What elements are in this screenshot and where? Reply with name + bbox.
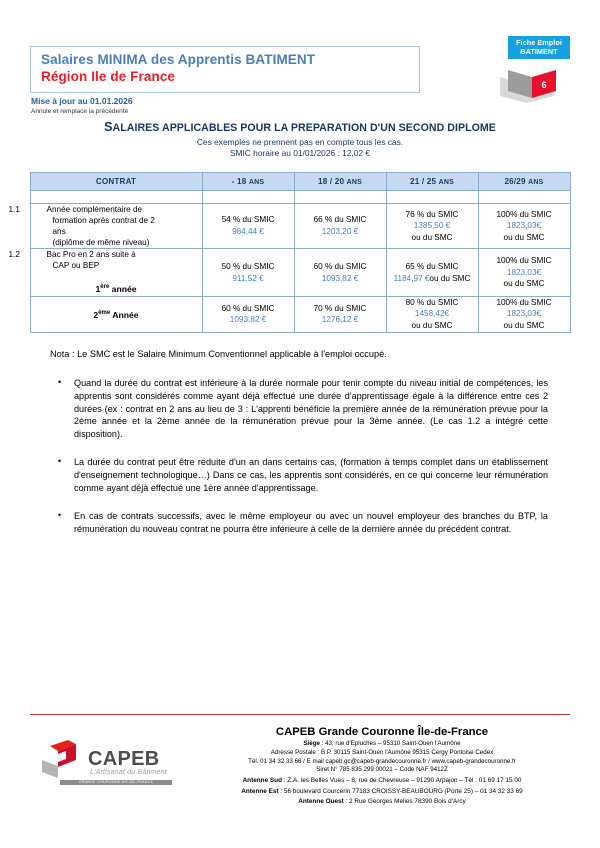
cell-1-1-18-20 [294,204,386,249]
cell-amount: 1203,20 € [321,227,359,237]
footer-divider [30,714,570,715]
cell-smc-note: ou du SMC [429,273,471,283]
cell-1-1-26-29 [478,204,570,249]
postal-address-line: Adresse Postale : B.P. 30115 Saint-Ouen l'Aumône 95315 Cergy Pontoise Cedex [270,748,494,756]
cell-percent: 60 % du SMIC [221,303,275,313]
row-label-1-1 [8,204,202,249]
column-header-21-25 [386,173,478,191]
column-header-18-20 [294,173,386,191]
nota-text: Nota : Le SMC est le Salaire Minimum Conventionnel applicable à l'emploi occupé. [50,348,387,359]
fiche-emploi-badge [494,36,572,104]
cell-amount: 1184,97 € [393,273,430,283]
antenne-est-value: : 56 boulevard Courcerin 77183 CROISSY-BEAUBOURG (Porte 25) – 01 34 32 33 69 [278,787,523,795]
cell-smc-note: ou du SMC [411,321,453,331]
badge-tag-line2: BATIMENT [520,47,558,56]
siret-line: Siret N° 785 835 299 00021 – Code NAF 9412Z [316,766,448,774]
header-unit: ANS [346,179,362,186]
cell-percent: 100% du SMIC [496,297,552,307]
antenne-ouest-label: Antenne Ouest [298,798,344,806]
row-label-text: Bac Pro en 2 ans suite à [46,250,136,260]
row-label-text: (diplôme de même niveau) [52,238,150,248]
list-item: • La durée du contrat peut être réduite d'un an dans certains cas, (formation à temps complet dans un établissement d'enseignement technologique…) Dans ce cas, les apprentis sont considérés, en ce qui concerne leur rémunération comme ayant déjà effectué une 1ère année d'apprentissage. [74,456,548,495]
header-label: CONTRAT [95,177,137,186]
list-item: • En cas de contrats successifs, avec le même employeur ou avec un nouvel employeur des branches du BTP, la rémunération du nouveau contrat ne pourra être inférieure à celle de la dernière année du précédent contrat. [74,510,548,536]
cell-amount: 1823,03€ [506,221,542,231]
header-label: 18 / 20 [318,177,347,186]
cell-1-2b-under18 [202,296,294,332]
header-unit: ANS [438,179,454,186]
cell-smc-note: ou du SMC [411,232,453,242]
contact-line: Tél. 01 34 32 33 66 / E mail capeb.gc@capeb-grandecouronne.fr / www.capeb-grandecouronne.fr [248,757,516,765]
antenne-ouest-line [180,797,584,807]
document-title-region: Région Ile de France [41,68,176,84]
update-note: Annule et remplace la précédente [31,108,129,115]
antenne-est-label: Antenne Est [241,787,279,795]
cell-smc-note: ou du SMC [503,279,545,289]
column-header-26-29 [478,173,570,191]
antenne-sud-value: : Z.A. les Belles Vues – 8, rue de Chevreuse – 91290 Arpajon – Tél : 01 69 17 15 00 [281,777,522,785]
footer-contact-block [180,726,584,807]
header-unit: ANS [528,179,544,186]
section-title-text: ALAIRES APPLICABLES POUR LA PREPARATION D'UN SECOND DIPLOME [112,122,496,134]
cell-percent: 60 % du SMIC [313,261,367,271]
siege-label: Siège [303,740,320,747]
antenne-sud-line [180,776,584,786]
cell-percent: 66 % du SMIC [313,215,367,225]
antenne-ouest-value: : 2 Rue Georges Melies 78390 Bois d'Arcy [343,798,466,806]
cell-1-2b-18-20 [294,296,386,332]
title-box [30,46,420,93]
badge-tag [508,36,570,59]
cell-percent: 100% du SMIC [496,209,552,219]
cell-smc-note: ou du SMC [503,232,545,242]
row-label-line [8,249,202,260]
siege-line [180,740,584,749]
capeb-logo [38,740,178,798]
table-header-row [30,173,570,191]
section-title-initial: S [104,120,113,134]
document-header [0,0,600,115]
badge-tag-line1: Fiche Emploi [516,38,562,47]
antenne-sud-label: Antenne Sud [242,777,282,785]
table-row [30,249,570,297]
section-title [0,120,600,134]
header-label: 21 / 25 [410,177,439,186]
cell-1-2a-under18 [202,249,294,297]
year-ordinal-suffix: ème [98,310,111,317]
capeb-logo-mark [38,740,88,780]
cell-amount: 1276,12 € [321,315,359,325]
antenne-est-line [180,787,584,797]
header-unit: ANS [248,179,265,186]
cell-percent: 54 % du SMIC [221,215,275,225]
year-label-first: 1ère année [95,284,137,295]
row-label-text: CAP ou BEP [52,261,100,271]
capeb-wordmark: CAPEB [88,748,160,770]
table-spacer-row [30,191,570,204]
row-label-1-2-first-year [8,249,202,297]
document-title-primary: Salaires MINIMA des Apprentis BATIMENT [41,52,316,67]
cell-amount: 1823,03€ [506,267,542,277]
header-label: 26/29 [504,177,529,186]
cell-amount: 1823,03€ [506,309,542,319]
siege-value: : 43, rue d'Epluches – 95310 Saint-Ouen l'Aumône [319,740,461,747]
badge-number: 6 [541,80,547,90]
cell-1-1-under18 [202,204,294,249]
open-book-icon [494,62,572,104]
table-row [30,204,570,249]
cell-amount: 1093,82 € [321,273,359,283]
cell-percent: 100% du SMIC [496,256,552,266]
cell-percent: 70 % du SMIC [313,303,367,313]
year-ordinal-suffix: ère [100,284,110,291]
row-number: 1.2 [8,250,20,260]
salary-table [8,172,571,333]
table-row [30,296,570,332]
cell-percent: 76 % du SMIC [405,209,459,219]
row-label-text: ans [52,227,66,237]
capeb-tagline: L'Artisanat du Bâtiment [90,769,167,776]
cell-1-2a-18-20 [294,249,386,297]
cell-amount: 1458,42€ [414,309,450,319]
cell-1-2a-21-25 [386,249,478,297]
capeb-logo-bar [60,780,172,785]
update-date: Mise à jour au 01.01.2026 [31,96,133,106]
section-subtitle: Ces exemples ne prennent pas en compte tous les cas. [196,137,404,147]
capeb-bar-text: GRANDE COURONNE ILE-DE-FRANCE [78,780,154,784]
cell-smc-note: ou du SMC [503,321,545,331]
cell-percent: 80 % du SMIC [405,297,459,307]
notes-list [52,377,548,536]
row-label-1-2-second-year [30,296,202,332]
cell-percent: 50 % du SMIC [221,261,275,271]
cell-percent: 65 % du SMIC [405,261,459,271]
cell-1-2b-26-29 [478,296,570,332]
list-item: • Quand la durée du contrat est inférieure à la durée normale pour tenir compte du niveau initial de compétences, les apprentis sont considérés comme ayant déjà effectué une durée d'apprentissage égale à la différence entre ces 2 durées (ex : contrat en 2 ans au lieu de 3 : L'apprenti bénéficie la première année de la rémunération prévue pour la 2ème année et la 2ème année de la rémunération prévue pour la 3ème année. (Le cas 1.2 a intégré cette disposition). [74,377,548,442]
cell-1-1-21-25 [386,204,478,249]
cell-amount: 1385,50 € [413,221,451,231]
year-label-second: 2ème Année [93,309,139,320]
row-label-line [8,204,202,215]
cell-1-2b-21-25 [386,296,478,332]
column-header-under18 [202,173,294,191]
cell-amount: 984,44 € [232,227,264,237]
row-number: 1.1 [8,205,20,214]
cell-1-2a-26-29 [478,249,570,297]
organization-name: CAPEB Grande Couronne Île-de-France [275,726,489,738]
cell-amount: 911.52 € [232,273,264,283]
header-label: - 18 [231,177,249,186]
smic-hourly-rate: SMIC horaire au 01/01/2026 : 12,02 € [229,148,371,158]
cell-amount: 1093,82 € [229,315,267,325]
row-label-text: formation après contrat de 2 [52,216,155,226]
row-label-text: Année complémentaire de [46,205,143,214]
column-header-contrat [30,173,202,191]
